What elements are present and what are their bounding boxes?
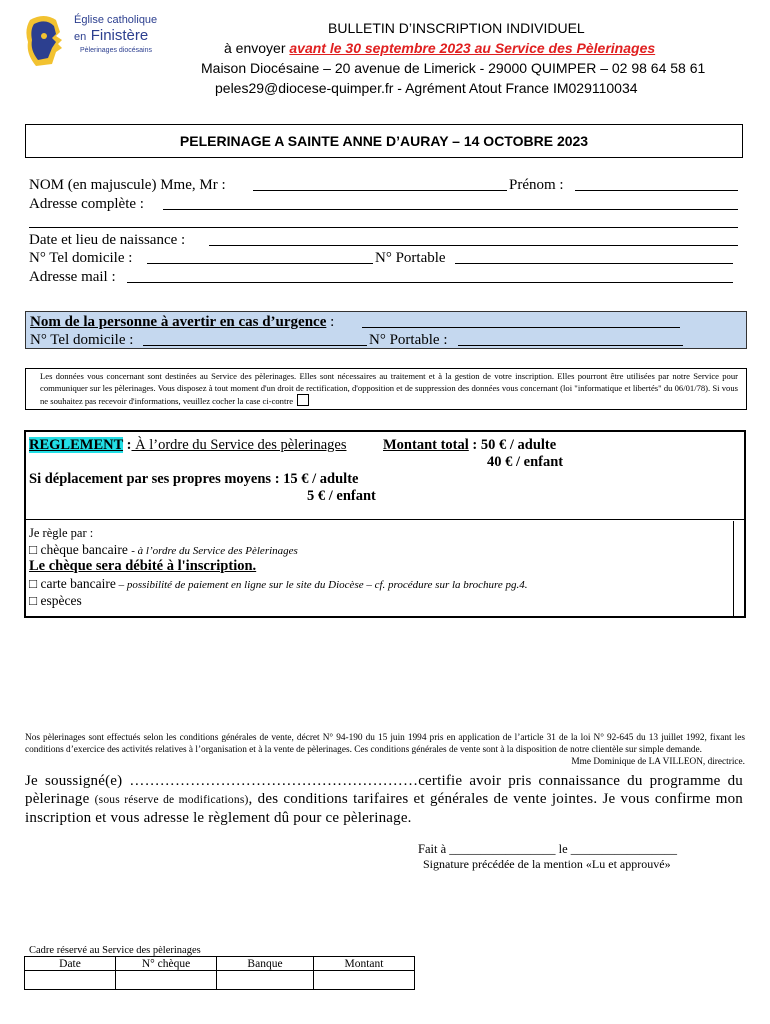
cadre-col-cheque: N° chèque <box>116 957 217 971</box>
declaration-text: Je soussigné(e) …………………………………………………certifie avoir pris connaissance du programme du pèlerinage (sous réserve de modifications), des conditions tarifaires et générales de vente jointes. Je vous confirme mon inscription et vous adresse le règlement dû pour ce pèlerinage. <box>25 773 743 826</box>
especes-option[interactable]: □ espèces <box>29 593 82 608</box>
logo-line3: Pèlerinages diocésains <box>80 47 152 54</box>
mail-field[interactable] <box>127 282 733 283</box>
cadre-cell-date[interactable] <box>25 971 116 990</box>
contact-email: peles29@diocese-quimper.fr - Agrément Atout France IM029110034 <box>215 80 638 96</box>
privacy-notice <box>25 368 747 410</box>
fait-a-line[interactable]: Fait à _________________ le _________________ <box>418 842 678 856</box>
adresse-field[interactable] <box>163 209 738 210</box>
form-title: BULLETIN D’INSCRIPTION INDIVIDUEL <box>328 20 585 36</box>
cheque-option[interactable]: □ chèque bancaire - à l’ordre du Service des Pèlerinages <box>29 542 298 557</box>
emergency-portable-label: N° Portable : <box>369 332 448 348</box>
event-title: PELERINAGE A SAINTE ANNE D’AURAY – 14 OCTOBRE 2023 <box>179 133 589 149</box>
cadre-col-date: Date <box>25 957 116 971</box>
adresse-field-line2[interactable] <box>29 227 738 228</box>
adresse-label: Adresse complète : <box>29 196 144 212</box>
reglement-heading: REGLEMENT : À l’ordre du Service des pèlerinages <box>29 437 347 453</box>
cadre-table <box>24 956 415 990</box>
deplacement-enfant: 5 € / enfant <box>307 488 376 504</box>
event-title-box <box>25 124 743 158</box>
prenom-field[interactable] <box>575 190 738 191</box>
montant-enfant: 40 € / enfant <box>487 454 564 470</box>
cadre-label: Cadre réservé au Service des pèlerinages <box>29 945 201 956</box>
emergency-contact-box <box>25 311 747 349</box>
emergency-name-field[interactable] <box>362 327 680 328</box>
logo-line1: Église catholique <box>74 14 158 26</box>
portable-label: N° Portable <box>375 250 446 266</box>
emergency-tel-label: N° Tel domicile : <box>30 332 134 348</box>
nom-field[interactable] <box>253 190 507 191</box>
emergency-name-label: Nom de la personne à avertir en cas d’urgence : <box>30 314 335 330</box>
diocese-logo <box>22 14 182 74</box>
cheque-debit-note: Le chèque sera débité à l'inscription. <box>29 558 257 574</box>
payment-divider <box>24 519 746 520</box>
privacy-text: Les données vous concernant sont destinées au Service des pèlerinages. Elles sont nécessaires au traitement et à la gestion de votre inscription. Elles pourront être utilisées par notre Service pour communiquer sur les pèlerinages. Vous disposez à tout moment d'un droit de rectification, d'opposition et de suppression des données vous concernant (loi "informatique et libertés" du 06/01/78). Si vous ne souhaitez pas recevoir d'informations, veuillez cocher la case ci-contre <box>40 371 738 406</box>
logo-line2: en Finistère <box>74 27 149 44</box>
naissance-field[interactable] <box>209 245 738 246</box>
carte-option[interactable]: □ carte bancaire – possibilité de paiement en ligne sur le site du Diocèse – cf. procédure sur la brochure pg.4. <box>29 576 528 591</box>
director-signature: Mme Dominique de LA VILLEON, directrice. <box>571 757 745 767</box>
deadline-highlight: avant le 30 septembre 2023 au Service des Pèlerinages <box>289 40 656 56</box>
send-deadline: à envoyer avant le 30 septembre 2023 au Service des Pèlerinages <box>224 40 656 56</box>
prenom-label: Prénom : <box>509 177 564 193</box>
nom-label: NOM (en majuscule) Mme, Mr : <box>29 177 226 193</box>
deplacement-adulte: Si déplacement par ses propres moyens : 15 € / adulte <box>29 471 359 487</box>
cadre-cell-montant[interactable] <box>314 971 415 990</box>
payment-vertical-line <box>733 521 734 618</box>
mail-label: Adresse mail : <box>29 269 116 285</box>
tel-domicile-field[interactable] <box>147 263 373 264</box>
emergency-tel-field[interactable] <box>143 345 367 346</box>
emergency-portable-field[interactable] <box>458 345 683 346</box>
cadre-cell-cheque[interactable] <box>116 971 217 990</box>
tel-domicile-label: N° Tel domicile : <box>29 250 133 266</box>
cadre-col-banque: Banque <box>217 957 314 971</box>
opt-out-checkbox[interactable] <box>297 394 309 406</box>
montant-total: Montant total : 50 € / adulte <box>383 437 557 453</box>
cadre-col-montant: Montant <box>314 957 415 971</box>
naissance-label: Date et lieu de naissance : <box>29 232 186 248</box>
je-regle-label: Je règle par : <box>29 526 94 540</box>
portable-field[interactable] <box>455 263 733 264</box>
cadre-cell-banque[interactable] <box>217 971 314 990</box>
conditions-text: Nos pèlerinages sont effectués selon les conditions générales de vente, décret N° 94-190 du 15 juin 1994 pris en application de l’article 31 de la loi N° 92-645 du 13 juillet 1992, fixant les conditions d’exercice des activités relatives à l’organisation et à la vente de pèlerinages. Ces conditions générales de vente sont à la disposition de notre clientèle sur simple demande. Mme Dominique de LA VILLEON, directrice. <box>25 733 745 767</box>
signature-mention: Signature précédée de la mention «Lu et approuvé» <box>423 857 671 871</box>
service-address: Maison Diocésaine – 20 avenue de Limerick - 29000 QUIMPER – 02 98 64 58 61 <box>201 60 706 76</box>
